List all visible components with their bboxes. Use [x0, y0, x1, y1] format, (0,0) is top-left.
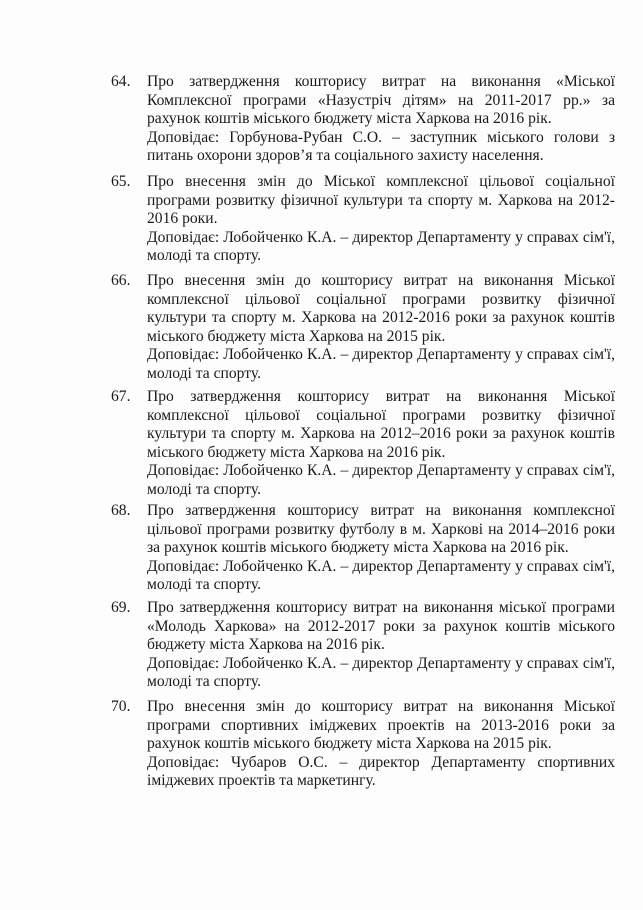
item-speaker: Доповідає: Лобойченко К.А. – директор Департаменту у справах сім'ї, молоді та спорту.: [147, 346, 615, 382]
item-number: 64.: [111, 73, 131, 90]
item-number: 66.: [111, 272, 131, 289]
item-speaker: Доповідає: Лобойченко К.А. – директор Департаменту у справах сім'ї, молоді та спорту.: [147, 557, 615, 594]
item-speaker: Доповідає: Лобойченко К.А. – директор Департаменту у справах сім'ї, молоді та спорту.: [147, 654, 615, 691]
agenda-item-66: [111, 272, 615, 384]
item-content: [147, 502, 615, 595]
item-speaker: Доповідає: Лобойченко К.А. – директор Департаменту у справах сім'ї, молоді та спорту.: [147, 228, 615, 265]
item-speaker: Доповідає: Чубаров О.С. – директор Департаменту спортивних іміджевих проектів та маркетингу.: [147, 753, 615, 790]
item-content: [147, 173, 615, 266]
item-number: 67.: [111, 388, 131, 405]
agenda-item-64: [111, 73, 615, 166]
item-content: [147, 272, 615, 384]
item-speaker: Доповідає: Горбунова-Рубан С.О. – заступник міського голови з питань охорони здоров’я та соціального захисту населення.: [147, 128, 615, 165]
item-content: [147, 73, 615, 166]
item-title: Про затвердження кошторису витрат на виконання Міської комплексної цільової соціальної програми розвитку фізичної культури та спорту м. Харкова на 2012–2016 роки за рахунок коштів міського бюджету міста Харкова на 2016 рік.: [147, 388, 615, 461]
item-title: Про затвердження кошторису витрат на виконання комплексної цільової програми розвитку футболу в м. Харкові на 2014–2016 роки за рахунок коштів міського бюджету міста Харкова на 2016 рік.: [147, 502, 615, 557]
agenda-item-69: [111, 599, 615, 692]
item-title: Про затвердження кошторису витрат на виконання міської програми «Молодь Харкова» на 2012-2017 роки за рахунок коштів міського бюджету міста Харкова на 2016 рік.: [147, 599, 615, 654]
item-number: 69.: [111, 599, 131, 616]
item-content: [147, 599, 615, 692]
agenda-item-65: [111, 173, 615, 266]
item-speaker: Доповідає: Лобойченко К.А. – директор Департаменту у справах сім'ї, молоді та спорту.: [147, 462, 615, 498]
agenda-item-67: [111, 388, 615, 500]
item-title: Про внесення змін до кошторису витрат на виконання Міської комплексної цільової соціальної програми розвитку фізичної культури та спорту м. Харкова на 2012-2016 роки за рахунок коштів міського бюджету міста Харкова на 2015 рік.: [147, 272, 615, 345]
item-title: Про затвердження кошторису витрат на виконання «Міської Комплексної програми «Назустріч дітям» на 2011-2017 рр.» за рахунок коштів міського бюджету міста Харкова на 2016 рік.: [147, 73, 615, 128]
item-title: Про внесення змін до кошторису витрат на виконання Міської програми спортивних іміджевих проектів на 2013-2016 роки за рахунок коштів міського бюджету міста Харкова на 2015 рік.: [147, 698, 615, 753]
item-number: 70.: [111, 698, 131, 715]
item-number: 65.: [111, 173, 131, 190]
item-content: [147, 698, 615, 791]
item-content: [147, 388, 615, 500]
item-title: Про внесення змін до Міської комплексної цільової соціальної програми розвитку фізичної культури та спорту м. Харкова на 2012-2016 роки.: [147, 173, 615, 228]
item-number: 68.: [111, 502, 131, 519]
agenda-item-70: [111, 698, 615, 791]
agenda-item-68: [111, 502, 615, 595]
